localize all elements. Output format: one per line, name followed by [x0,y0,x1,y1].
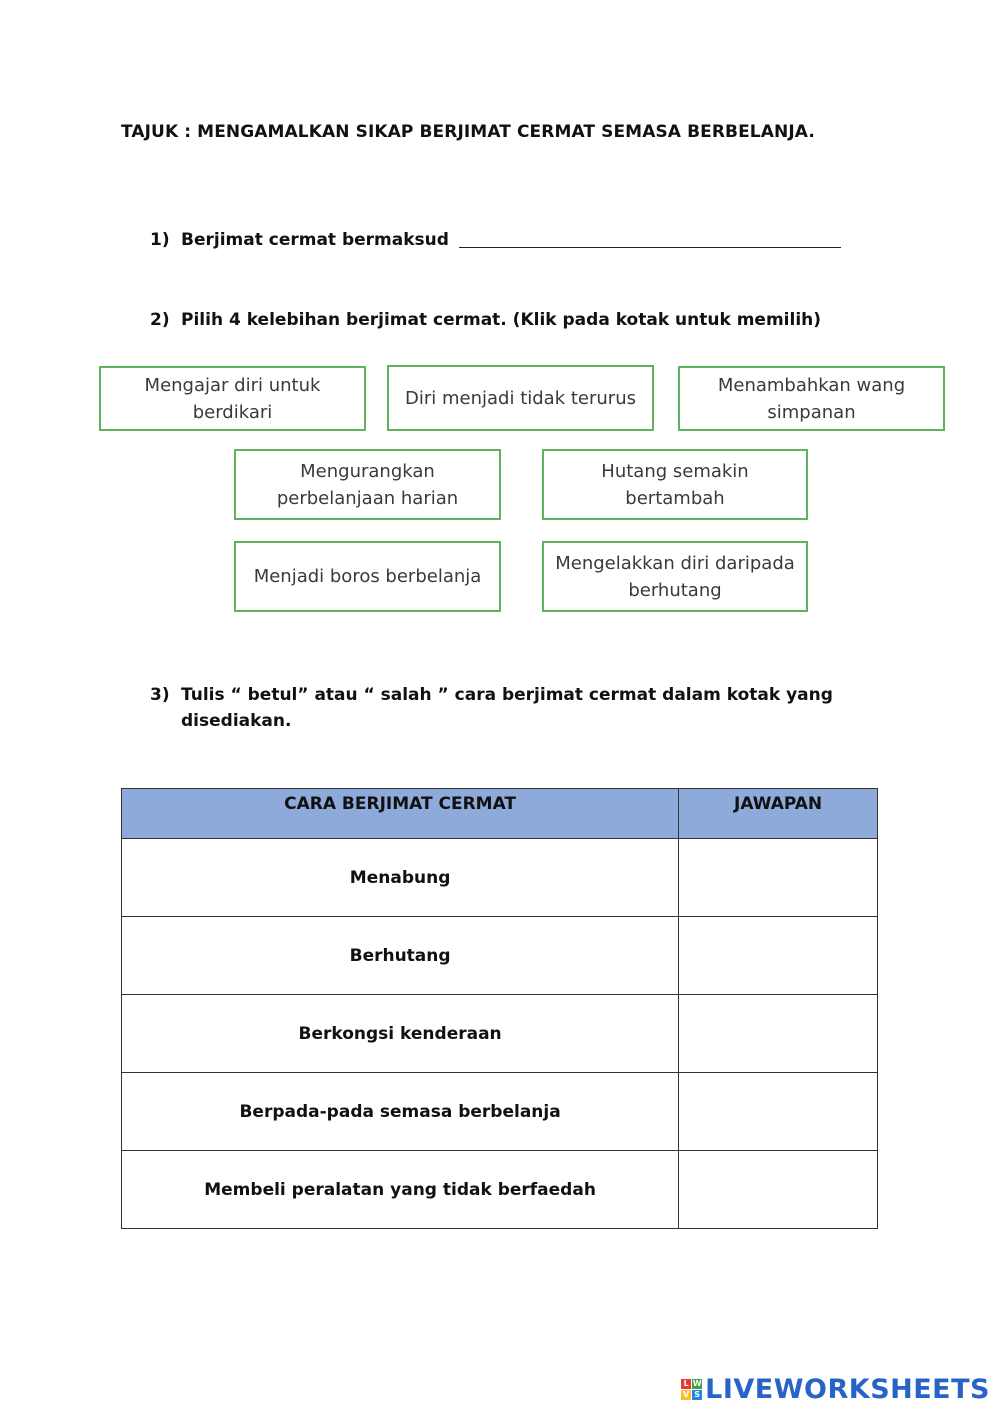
answer-input-cell[interactable] [679,1151,878,1229]
choice-option[interactable]: Menambahkan wang simpanan [678,366,945,431]
choice-option[interactable]: Diri menjadi tidak terurus [387,365,654,431]
question-1-answer-blank[interactable] [459,247,841,248]
question-1-text: Berjimat cermat bermaksud [181,230,449,250]
table-row [122,1073,878,1151]
choice-option[interactable]: Hutang semakin bertambah [542,449,808,520]
method-cell: Berhutang [122,917,679,995]
table-row [122,1151,878,1229]
header-answer: JAWAPAN [679,789,878,839]
method-cell: Berpada-pada semasa berbelanja [122,1073,679,1151]
question-3-text-line2: disediakan. [181,711,292,731]
method-cell: Menabung [122,839,679,917]
logo-letter: V [683,1390,690,1399]
answer-table [121,788,878,1229]
table-header-row [122,789,878,839]
worksheet-title: TAJUK : MENGAMALKAN SIKAP BERJIMAT CERMAT SEMASA BERBELANJA. [121,122,815,142]
liveworksheets-brand [681,1374,990,1405]
method-cell: Berkongsi kenderaan [122,995,679,1073]
question-3-text-line1: Tulis “ betul” atau “ salah ” cara berjimat cermat dalam kotak yang [181,685,833,705]
question-2 [150,310,821,330]
question-3 [150,682,850,734]
brand-name: LIVEWORKSHEETS [705,1374,990,1405]
table-row [122,839,878,917]
choice-option[interactable]: Mengurangkan perbelanjaan harian [234,449,501,520]
liveworksheets-logo-icon [681,1379,702,1400]
logo-letter: W [692,1379,702,1388]
method-cell: Membeli peralatan yang tidak berfaedah [122,1151,679,1229]
choice-option[interactable]: Menjadi boros berbelanja [234,541,501,612]
header-method: CARA BERJIMAT CERMAT [122,789,679,839]
answer-input-cell[interactable] [679,917,878,995]
question-1-number: 1) [150,230,170,250]
answer-input-cell[interactable] [679,1073,878,1151]
question-3-number: 3) [150,685,170,705]
table-row [122,917,878,995]
question-2-number: 2) [150,310,170,330]
table-row [122,995,878,1073]
answer-input-cell[interactable] [679,839,878,917]
question-2-text: Pilih 4 kelebihan berjimat cermat. (Klik pada kotak untuk memilih) [181,310,822,330]
logo-letter: S [692,1390,702,1400]
logo-letter: L [681,1379,691,1389]
answer-input-cell[interactable] [679,995,878,1073]
choice-option[interactable]: Mengelakkan diri daripada berhutang [542,541,808,612]
choice-option[interactable]: Mengajar diri untuk berdikari [99,366,366,431]
question-1 [150,230,449,250]
